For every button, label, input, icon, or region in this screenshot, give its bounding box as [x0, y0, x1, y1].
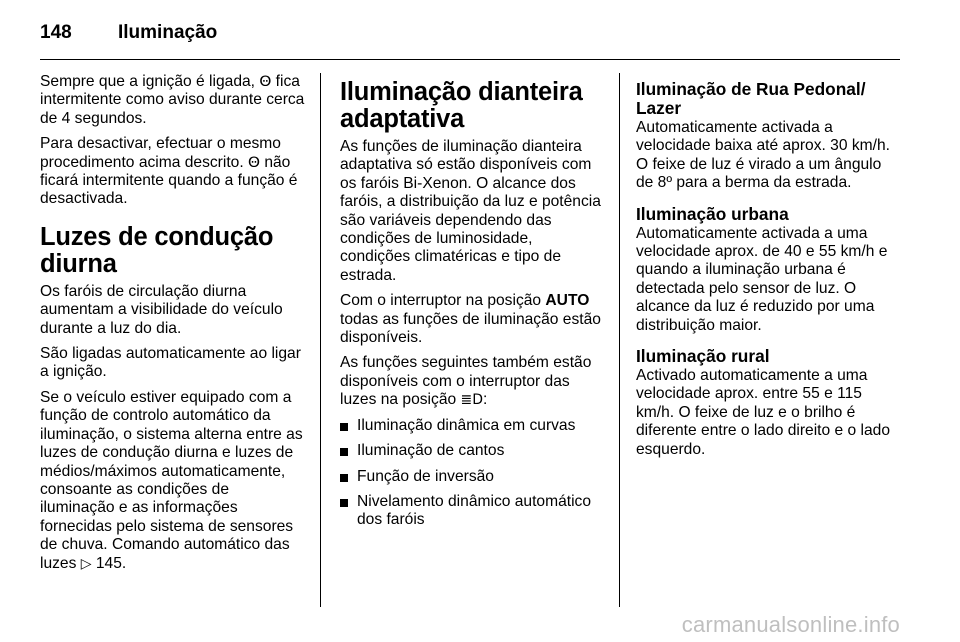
column-1 — [40, 73, 306, 580]
list-item: Nivelamento dinâmico automático dos faróis — [340, 493, 606, 530]
paragraph-afl-position: As funções seguintes também estão disponíveis com o interruptor das luzes na posição ≣D: — [340, 354, 592, 409]
bullet-square-icon — [340, 499, 348, 507]
paragraph-country-light: Activado automaticamente a uma velocidade aprox. entre 55 e 115 km/h. O feixe de luz e o brilho é diferente entre o lado direito e o lado esquerdo. — [636, 367, 891, 458]
watermark: carmanualsonline.info — [681, 612, 900, 637]
header-rule — [40, 59, 900, 60]
list-item: Iluminação dinâmica em curvas — [340, 417, 606, 435]
paragraph-afl-auto: Com o interruptor na posição AUTO todas as funções de iluminação estão disponíveis. — [340, 292, 601, 347]
bullet-square-icon — [340, 448, 348, 456]
subheading-town-light: Iluminação urbana — [636, 203, 789, 224]
bullet-square-icon — [340, 423, 348, 431]
bullet-square-icon — [340, 474, 348, 482]
column-divider — [619, 73, 620, 607]
afl-function-list — [340, 417, 606, 530]
paragraph-drl-intro: Os faróis de circulação diurna aumentam a visibilidade do veículo durante a luz do dia. — [40, 282, 283, 337]
column-3 — [636, 73, 902, 466]
section-heading-afl: Iluminação dianteira adaptativa — [340, 78, 583, 133]
list-item: Função de inversão — [340, 468, 606, 486]
paragraph-town-light: Automaticamente activada a uma velocidade aprox. de 40 e 55 km/h e quando a iluminação urbana é detectada pelo sensor de luz. O alcance da luz é reduzido por uma distribuição maior. — [636, 224, 888, 334]
daytime-light-icon: Ꙫ — [248, 154, 260, 171]
low-beam-icon: ≣D — [460, 392, 484, 409]
section-heading-drl: Luzes de condução diurna — [40, 222, 274, 278]
list-item: Iluminação de cantos — [340, 442, 606, 460]
page-reference-link[interactable]: 145. — [91, 554, 127, 572]
paragraph-deactivate: Para desactivar, efectuar o mesmo procedimento acima descrito. Ꙫ não ficará intermitente quando a função é desactivada. — [40, 135, 298, 208]
paragraph-drl-ignition: São ligadas automaticamente ao ligar a ignição. — [40, 345, 301, 381]
subheading-pedestrian-light: Iluminação de Rua Pedonal/ Lazer — [636, 79, 866, 118]
subheading-country-light: Iluminação rural — [636, 346, 770, 367]
page-header — [40, 16, 217, 50]
paragraph-pedestrian-light: Automaticamente activada a velocidade baixa até aprox. 30 km/h. O feixe de luz é virado a um ângulo de 8º para a berma da estrada. — [636, 119, 890, 192]
paragraph-drl-auto: Se o veículo estiver equipado com a função de controlo automático da iluminação, o sistema alterna entre as luzes de condução diurna e luzes de médios/máximos automaticamente, consoante as condições de iluminação e as informações fornecidas pelo sistema de sensores de chuva. Comando automático das luzes ▷ 145. — [40, 388, 303, 572]
column-2 — [340, 73, 606, 537]
chapter-title: Iluminação — [118, 22, 218, 43]
daytime-light-icon: Ꙫ — [259, 74, 272, 90]
column-divider — [320, 73, 321, 607]
auto-keyword: AUTO — [545, 292, 590, 310]
page-reference-icon: ▷ — [80, 555, 92, 572]
page-number: 148 — [40, 22, 72, 43]
paragraph-afl-intro: As funções de iluminação dianteira adaptativa só estão disponíveis com os faróis Bi-Xenon. O alcance dos faróis, a distribuição da luz e potência são variáveis dependendo das condições de luminosidade, condições climatéricas e tipo de estrada. — [340, 138, 601, 284]
paragraph-warning-light: Sempre que a ignição é ligada, Ꙫ fica intermitente como aviso durante cerca de 4 segundos. — [40, 73, 305, 127]
